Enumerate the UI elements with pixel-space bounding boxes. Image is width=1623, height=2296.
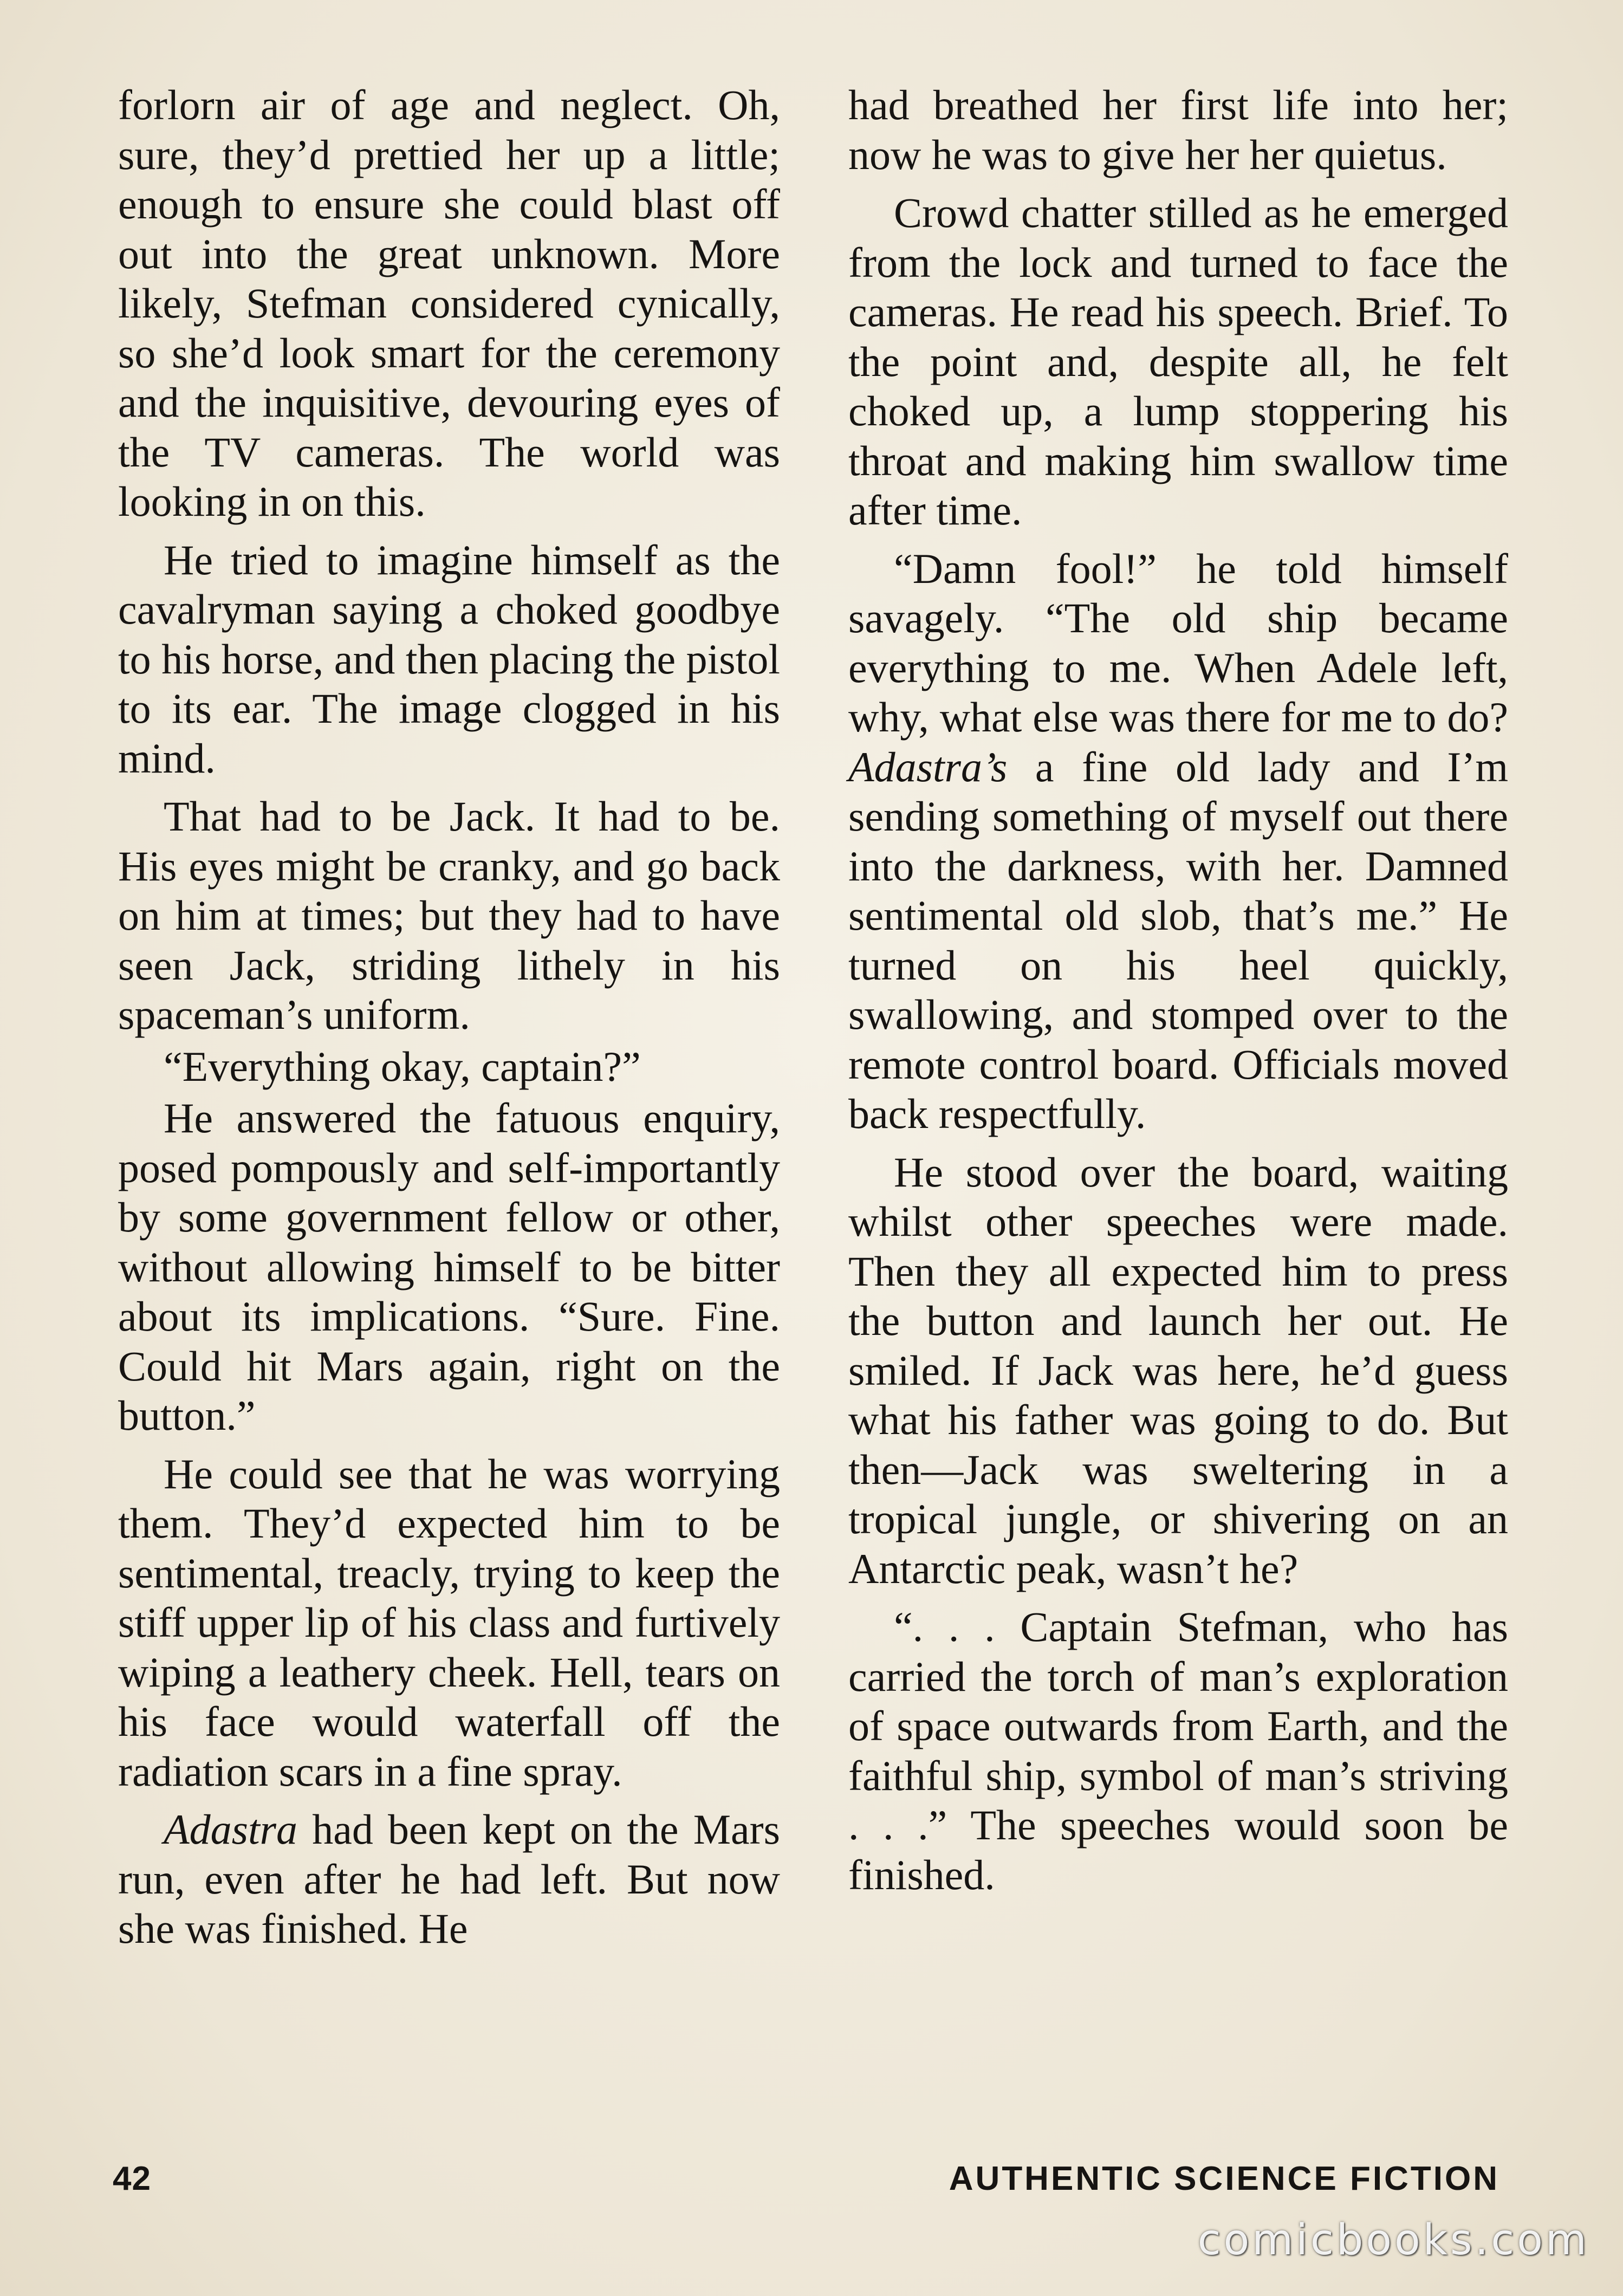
running-title: AUTHENTIC SCIENCE FICTION: [949, 2160, 1499, 2197]
left-text-column: [118, 80, 780, 1954]
paragraph: He answered the fatuous enquiry, posed pompously and self-importantly by some government fellow or other, without allowing himself to be bitter about its implications. “Sure. Fine. Could hit Mars again, right on the button.”: [118, 1094, 780, 1439]
paragraph: He could see that he was worrying them. They’d expected him to be sentimental, treacly, trying to keep the stiff upper lip of his class and furtively wiping a leathery cheek. Hell, tears on his face would waterfall off the radiation scars in a fine spray.: [118, 1450, 780, 1795]
paragraph: He tried to imagine himself as the cavalryman saying a choked goodbye to his horse, and then placing the pistol to its ear. The image clogged in his mind.: [118, 536, 780, 782]
paragraph-text: a fine old lady and I’m sending something of myself out there into the darkness, with her. Damned sentimental old slob, that’s me.” He turned on his heel quickly, swallowing, and stomped over to the remote control board. Officials moved back respectfully.: [848, 743, 1508, 1137]
paragraph-text: had been kept on the Mars run, even after he had left. But now she was finished. He: [118, 1806, 780, 1952]
paragraph-text: “Damn fool!” he told himself savagely. “The old ship became everything to me. When Adele left, why, what else was there for me to do?: [848, 544, 1508, 741]
paragraph: forlorn air of age and neglect. Oh, sure, they’d prettied her up a little; enough to ensure she could blast off out into the great unknown. More likely, Stefman considered cynically, so she’d look smart for the ceremony and the inquisitive, devouring eyes of the TV cameras. The world was looking in on this.: [118, 81, 780, 525]
watermark: comicbooks.com: [1197, 2216, 1589, 2265]
paragraph: He stood over the board, waiting whilst other speeches were made. Then they all expected him to press the button and launch her out. He smiled. If Jack was here, he’d guess what his father was going to do. But then—Jack was sweltering in a tropical jungle, or shivering on an Antarctic peak, wasn’t he?: [848, 1148, 1508, 1592]
paragraph: [118, 1805, 780, 1954]
page-footer: [113, 2159, 1499, 2208]
ship-name-italic: Adastra’s: [848, 743, 1008, 790]
paragraph: That had to be Jack. It had to be. His eyes might be cranky, and go back on him at times; but they had to have seen Jack, striding lithely in his spaceman’s uniform.: [118, 793, 780, 1038]
ship-name-italic: Adastra: [164, 1806, 298, 1853]
dialogue-line: “Everything okay, captain?”: [164, 1042, 641, 1090]
right-text-column: [848, 80, 1508, 1899]
paragraph: Crowd chatter stilled as he emerged from the lock and turned to face the cameras. He read his speech. Brief. To the point and, despite all, he felt choked up, a lump stoppering his throat and making him swallow time after time.: [848, 189, 1508, 534]
paragraph: [848, 544, 1508, 1139]
paragraph: had breathed her first life into her; now he was to give her her quietus.: [848, 81, 1508, 178]
page-number: 42: [113, 2160, 151, 2197]
paragraph: “. . . Captain Stefman, who has carried the torch of man’s exploration of space outwards from Earth, and the faithful ship, symbol of man’s striving . . .” The speeches would soon be finished.: [848, 1603, 1508, 1898]
